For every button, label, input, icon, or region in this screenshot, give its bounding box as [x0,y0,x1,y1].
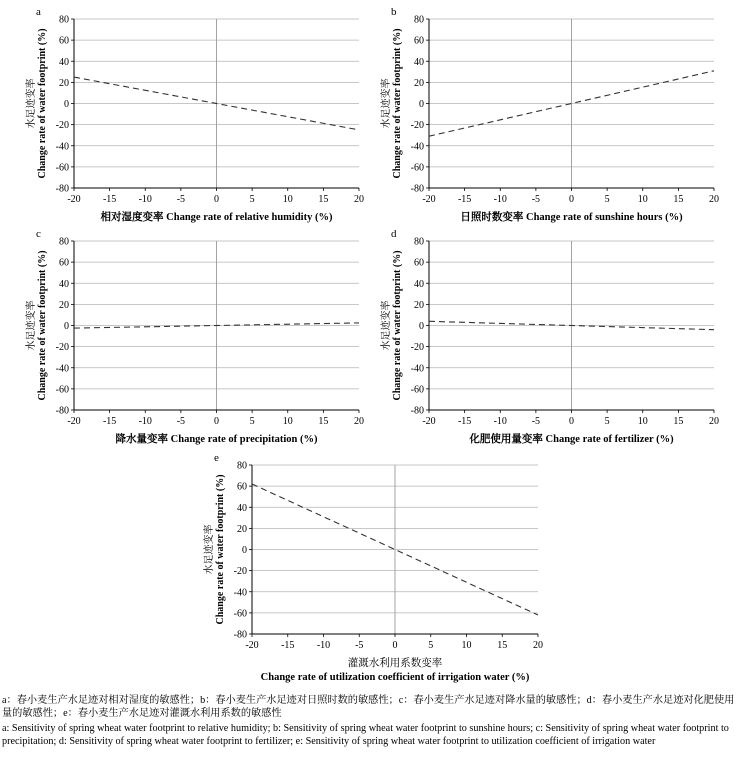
x-tick-label: 10 [282,416,293,427]
chart-panel-c [24,228,364,445]
y-axis-label-english: Change rate of water footprint (%) [392,28,403,179]
chart-panel-d [379,228,719,445]
x-tick-label: -15 [102,416,117,427]
y-tick-label: -80 [410,405,424,417]
x-tick-label: -10 [316,640,331,651]
y-axis-label-chinese: 水足迹变率 [381,300,392,351]
x-axis-label: 降水量变率 Change rate of precipitation (%) [115,434,318,445]
y-axis-label-english: Change rate of water footprint (%) [37,250,48,401]
y-tick-label: 40 [59,278,69,290]
y-tick-label: 40 [414,56,424,68]
y-axis-label-english: Change rate of water footprint (%) [392,250,403,401]
y-axis-label-english: Change rate of water footprint (%) [37,28,48,179]
y-tick-label: -60 [55,162,69,174]
x-axis-label: 化肥使用量变率 Change rate of fertilizer (%) [469,434,674,445]
x-tick-label: 5 [249,194,255,205]
x-tick-label: 10 [282,194,293,205]
y-axis-label-english: Change rate of water footprint (%) [215,474,226,625]
x-axis-label-chinese: 灌溉水利用系数变率 [347,658,443,669]
y-tick-label: -80 [410,183,424,195]
y-tick-label: 80 [414,14,424,26]
x-tick-label: 20 [709,194,719,205]
x-tick-label: -5 [176,194,186,205]
y-tick-label: -80 [55,405,69,417]
y-tick-label: -60 [55,384,69,396]
panel-label: c [36,228,41,240]
y-tick-label: -40 [410,363,424,375]
y-tick-label: 0 [64,99,69,110]
y-tick-label: 60 [59,35,69,47]
panel-label: d [391,228,397,240]
x-axis-label: 日照时数变率 Change rate of sunshine hours (%) [460,212,683,223]
y-tick-label: -80 [55,183,69,195]
y-tick-label: 80 [59,14,69,26]
x-tick-label: 0 [214,416,219,427]
x-tick-label: -10 [493,416,507,427]
panel-label: b [391,6,397,18]
x-tick-label: 5 [428,640,434,651]
y-tick-label: 60 [237,481,247,493]
y-tick-label: -60 [233,608,247,620]
chart-panel-a [24,6,364,223]
x-tick-label: 0 [569,194,574,205]
x-tick-label: -5 [355,640,364,651]
y-tick-label: -60 [410,384,424,396]
panel-label: e [214,452,219,464]
x-tick-label: -5 [531,416,541,427]
y-axis-label-chinese: 水足迹变率 [204,524,215,575]
y-tick-label: 20 [414,77,424,89]
x-tick-label: 5 [249,416,255,427]
x-tick-label: -20 [245,640,259,651]
panel-label: a [36,6,41,18]
x-tick-label: 15 [497,640,508,651]
y-tick-label: -60 [410,162,424,174]
y-tick-label: 20 [414,299,424,311]
x-tick-label: 15 [673,194,684,205]
y-tick-label: 80 [237,460,247,472]
y-axis-label-chinese: 水足迹变率 [26,300,37,351]
x-tick-label: 0 [214,194,219,205]
x-tick-label: 15 [318,416,329,427]
y-tick-label: 40 [237,502,247,514]
y-tick-label: 20 [59,77,69,89]
chart-panel-e [202,452,543,683]
y-tick-label: -20 [55,120,69,132]
x-tick-label: 15 [673,416,684,427]
x-tick-label: -10 [138,194,152,205]
y-tick-label: -40 [410,141,424,153]
x-tick-label: -20 [67,194,81,205]
x-tick-label: -20 [422,194,436,205]
x-tick-label: -5 [531,194,541,205]
x-tick-label: -5 [176,416,186,427]
x-tick-label: 20 [354,194,364,205]
x-tick-label: 10 [461,640,472,651]
y-tick-label: -20 [410,342,424,354]
figure-caption-english: a: Sensitivity of spring wheat water footprint to relative humidity; b: Sensitivity of spring wheat water footprint to sunshine hours; c: Sensitivity of spring wheat water footprint to precipitation; d: Sensitivity of spring wheat water footprint to fertilizer; e: Sensitivity of spring wheat water footprint to utilization coefficient of irrigation water [2,723,729,747]
x-tick-label: 5 [604,194,610,205]
x-tick-label: -15 [457,194,472,205]
x-tick-label: -15 [281,640,295,651]
x-tick-label: -20 [67,416,81,427]
x-tick-label: -15 [102,194,117,205]
x-tick-label: -15 [457,416,472,427]
x-axis-label: 相对湿度变率 Change rate of relative humidity (%) [100,212,333,223]
x-tick-label: 5 [604,416,610,427]
x-axis-label-english: Change rate of utilization coefficient of irrigation water (%) [260,672,530,683]
y-tick-label: 60 [414,257,424,269]
x-tick-label: 20 [354,416,364,427]
x-tick-label: 20 [709,416,719,427]
y-tick-label: 40 [59,56,69,68]
y-tick-label: 0 [419,321,424,332]
y-tick-label: 80 [59,236,69,248]
x-tick-label: 0 [392,640,398,651]
x-tick-label: -10 [493,194,507,205]
y-tick-label: -20 [233,566,247,578]
y-tick-label: 0 [64,321,69,332]
x-tick-label: 15 [318,194,329,205]
y-tick-label: -40 [55,363,69,375]
y-tick-label: -20 [55,342,69,354]
y-tick-label: 60 [414,35,424,47]
y-tick-label: 60 [59,257,69,269]
x-tick-label: 20 [533,640,543,651]
y-tick-label: -40 [233,587,247,599]
y-tick-label: 0 [242,545,247,556]
y-tick-label: -20 [410,120,424,132]
y-tick-label: 20 [59,299,69,311]
y-tick-label: 0 [419,99,424,110]
y-tick-label: 40 [414,278,424,290]
y-axis-label-chinese: 水足迹变率 [381,78,392,129]
figure-caption-chinese: a：春小麦生产水足迹对相对湿度的敏感性；b：春小麦生产水足迹对日照时数的敏感性；c：春小麦生产水足迹对降水量的敏感性；d：春小麦生产水足迹对化肥使用量的敏感性；e：春小麦生产水足迹对灌溉水利用系数的敏感性 [2,695,735,719]
x-tick-label: 0 [569,416,574,427]
x-tick-label: 10 [637,194,648,205]
x-tick-label: -10 [138,416,152,427]
y-tick-label: -40 [55,141,69,153]
y-axis-label-chinese: 水足迹变率 [26,78,37,129]
chart-panel-b [379,6,719,223]
y-tick-label: 20 [237,523,247,535]
x-tick-label: -20 [422,416,436,427]
y-tick-label: 80 [414,236,424,248]
y-tick-label: -80 [233,629,247,641]
x-tick-label: 10 [637,416,648,427]
